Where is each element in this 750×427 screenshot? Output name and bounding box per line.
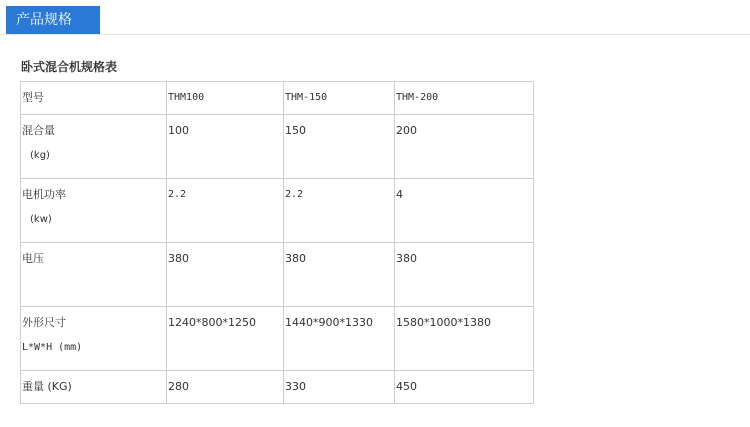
section-divider <box>0 34 750 35</box>
row-label-cell: 电压 <box>21 243 167 307</box>
table-cell: 280 <box>167 371 284 404</box>
table-header-row <box>21 82 534 115</box>
table-cell: 1440*900*1330 <box>284 307 395 371</box>
header-cell-label: 型号 <box>21 82 167 115</box>
table-row-weight <box>21 371 534 404</box>
table-row-motor-power <box>21 179 534 243</box>
section-tab-product-specs[interactable]: 产品规格 <box>6 6 100 34</box>
row-unit: (kg) <box>30 150 50 161</box>
table-cell: 1580*1000*1380 <box>395 307 534 371</box>
header-cell-model: THM-200 <box>395 82 534 115</box>
row-label-cell: 重量 (KG) <box>21 371 167 404</box>
table-cell: 1240*800*1250 <box>167 307 284 371</box>
table-cell: 330 <box>284 371 395 404</box>
row-unit: (kw) <box>30 214 52 225</box>
row-unit: L*W*H (mm) <box>22 342 83 353</box>
row-label-cell: 外形尺寸 L*W*H (mm) <box>21 307 167 371</box>
table-cell: 380 <box>284 243 395 307</box>
row-label-cell: 混合量 (kg) <box>21 115 167 179</box>
table-cell: 380 <box>395 243 534 307</box>
table-row-dimensions <box>21 307 534 371</box>
table-cell: 100 <box>167 115 284 179</box>
table-cell: 2.2 <box>284 179 395 243</box>
table-cell: 2.2 <box>167 179 284 243</box>
table-cell: 380 <box>167 243 284 307</box>
row-label-cell: 电机功率 (kw) <box>21 179 167 243</box>
table-cell: 4 <box>395 179 534 243</box>
table-cell: 450 <box>395 371 534 404</box>
header-cell-model: THM100 <box>167 82 284 115</box>
table-cell: 200 <box>395 115 534 179</box>
table-title: 卧式混合机规格表 <box>21 60 118 74</box>
table-row-mixing-capacity <box>21 115 534 179</box>
table-cell: 150 <box>284 115 395 179</box>
header-cell-model: THM-150 <box>284 82 395 115</box>
spec-table <box>20 81 534 404</box>
table-row-voltage <box>21 243 534 307</box>
